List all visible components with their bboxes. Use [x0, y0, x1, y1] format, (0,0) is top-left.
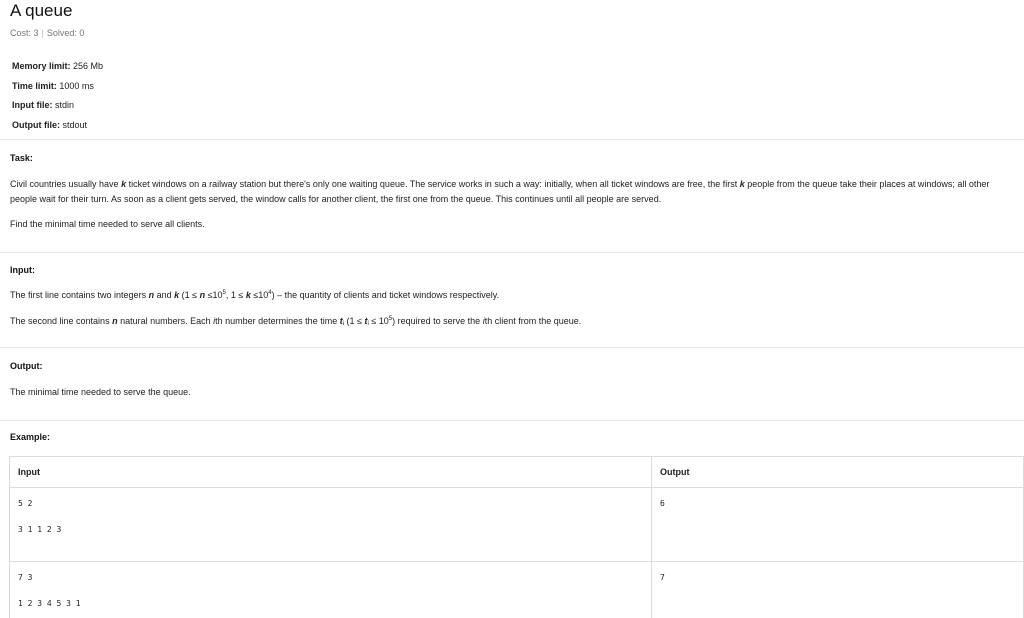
input-heading: Input:	[10, 265, 35, 275]
problem-meta	[10, 28, 84, 38]
task-text: people from the queue take their places at windows; all other people wait for their turn. As soon as a client gets served, the window calls for another client, the first one from the queue. This continues until all people are served.	[10, 179, 990, 204]
example-input-cell	[10, 562, 652, 618]
page-title: A queue	[10, 1, 73, 20]
var-n: n	[199, 290, 206, 300]
example-output-cell	[652, 488, 1024, 562]
var-k: k	[739, 179, 745, 189]
output-file	[12, 116, 103, 136]
var-i: i	[482, 316, 485, 326]
subscript: i	[367, 321, 369, 327]
input-text: , 1 ≤	[225, 290, 246, 300]
column-header-output: Output	[652, 457, 1024, 488]
input-text: ≤ 10	[368, 316, 389, 326]
var-n: n	[148, 290, 155, 300]
example-header-row	[10, 457, 1024, 488]
input-text: and	[154, 290, 175, 300]
task-paragraph	[10, 177, 1015, 207]
input-text: natural numbers. Each	[117, 316, 214, 326]
example-table	[9, 456, 1024, 618]
input-text: The second line contains	[10, 316, 113, 326]
task-paragraph-2: Find the minimal time needed to serve all clients.	[10, 219, 205, 229]
table-row	[10, 488, 1024, 562]
memory-limit-label: Memory limit:	[12, 61, 71, 71]
task-heading: Task:	[10, 153, 33, 163]
sample-input-line: 1 2 3 4 5 3 1	[18, 599, 81, 608]
cost-label: Cost: 3	[10, 28, 39, 38]
meta-separator: |	[41, 28, 44, 38]
sample-input-line: 5 2	[18, 499, 33, 508]
output-file-label: Output file:	[12, 119, 60, 130]
output-file-value: stdout	[62, 119, 88, 130]
sample-input-line: 3 1 1 2 3	[18, 525, 62, 534]
example-input-cell	[10, 488, 652, 562]
exponent: 5	[222, 290, 226, 296]
subscript: i	[342, 321, 345, 327]
solved-label: Solved: 0	[46, 28, 85, 38]
var-k: k	[121, 179, 127, 189]
column-header-input: Input	[10, 457, 652, 488]
exponent: 4	[268, 290, 272, 296]
memory-limit-value: 256 Mb	[73, 61, 104, 71]
var-i: i	[213, 316, 216, 326]
input-text: (1 ≤	[179, 290, 200, 300]
example-heading: Example:	[10, 432, 51, 442]
table-row	[10, 562, 1024, 618]
output-text: The minimal time needed to serve the queue.	[10, 387, 191, 397]
sample-output[interactable]: 6	[660, 499, 665, 508]
input-text: ≤10	[250, 290, 269, 300]
divider	[0, 139, 1024, 140]
divider	[0, 252, 1024, 253]
divider	[0, 347, 1024, 348]
var-n: n	[112, 316, 118, 326]
var-k: k	[245, 290, 251, 300]
task-text: ticket windows on a railway station but there's only one waiting queue. The service works in such a way: initially, when all ticket windows are free, the first	[126, 179, 740, 189]
sample-output[interactable]: 7	[660, 573, 665, 582]
input-text: (1 ≤	[344, 316, 365, 326]
var-t: t	[339, 316, 343, 326]
exponent: 5	[388, 316, 393, 322]
input-text: ) required to serve the	[392, 316, 483, 326]
task-text: Civil countries usually have	[10, 179, 122, 189]
sample-input[interactable]	[18, 497, 643, 536]
input-text: ≤10	[205, 290, 223, 300]
time-limit	[12, 77, 103, 97]
input-line-1	[10, 288, 1015, 303]
input-text: th number determines the time	[215, 316, 340, 326]
input-file-value: stdin	[55, 100, 75, 110]
time-limit-value: 1000 ms	[59, 80, 94, 91]
limits-block	[12, 57, 103, 135]
divider	[0, 420, 1024, 421]
input-file	[12, 96, 103, 116]
example-output-cell	[652, 562, 1024, 618]
sample-input[interactable]	[18, 571, 643, 610]
input-file-label: Input file:	[12, 100, 53, 110]
sample-input-line: 7 3	[18, 573, 33, 582]
var-k: k	[174, 290, 180, 300]
output-heading: Output:	[10, 361, 43, 371]
time-limit-label: Time limit:	[12, 80, 57, 91]
input-text: ) – the quantity of clients and ticket windows respectively.	[271, 290, 500, 300]
memory-limit	[12, 57, 103, 77]
input-text: th client from the queue.	[484, 316, 582, 326]
var-t: t	[364, 316, 368, 326]
input-line-2	[10, 314, 1015, 329]
input-text: The first line contains two integers	[10, 290, 149, 300]
